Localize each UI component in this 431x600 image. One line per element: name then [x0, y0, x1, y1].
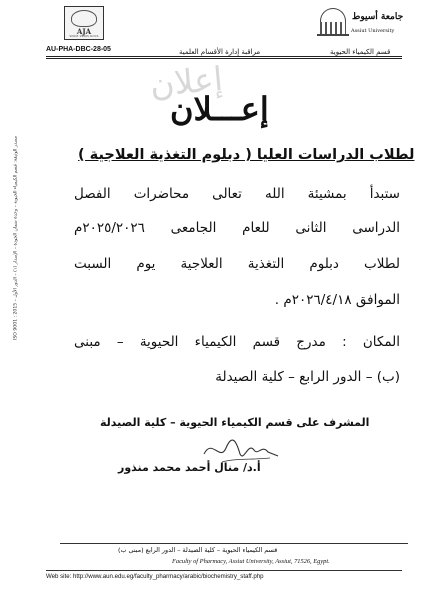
footer-divider	[60, 543, 408, 544]
university-logo-icon	[316, 8, 350, 38]
header-divider	[46, 56, 402, 57]
document-code: AU-PHA-DBC-28-05	[46, 46, 111, 53]
announcement-line: الموافق ٢٠٢٦/٤/١٨م .	[274, 292, 400, 308]
footer-address-en: Faculty of Pharmacy, Assiut University, Assiut, 71526, Egypt.	[172, 558, 330, 565]
qa-unit-label: مراقبة إدارة الأقسام العلمية	[179, 48, 261, 56]
side-document-note	[2, 118, 30, 358]
university-name-en: Assiut University	[351, 28, 395, 34]
aja-emblem-icon	[71, 10, 97, 27]
footer-address-ar: قسم الكيمياء الحيوية – كلية الصيدلة – الدور الرابع (مبنى ب)	[118, 546, 278, 554]
announcement-line: الدراسى الثانى للعام الجامعى ٢٠٢٥/٢٠٢٦م	[74, 220, 400, 236]
announcement-watermark: إعلان	[148, 58, 225, 105]
footer-website-link[interactable]: Web site: http://www.aun.edu.eg/faculty_pharmacy/arabic/biochemistry_staff.php	[46, 573, 264, 580]
announcement-subject: لطلاب الدراسات العليا ( دبلوم التغذية العلاجية )	[78, 147, 415, 163]
aja-logo-text: AJA	[76, 27, 92, 36]
announcement-line: (ب) – الدور الرابع – كلية الصيدلة	[215, 369, 400, 385]
side-note-text: مصدر الوثيقة: قسم الكيمياء الحيوية – وحدة ضمان الجودة – الإصدار (١) – الدور الأول – ISO 9001 : 2015	[13, 136, 19, 340]
aja-logo	[64, 6, 104, 40]
department-label: قسم الكيمياء الحيوية	[330, 48, 391, 56]
announcement-line: المكان : مدرج قسم الكيمياء الحيوية – مبنى	[74, 334, 400, 350]
announcement-title: إعـــلان	[170, 90, 269, 128]
university-name-ar: جامعة أسيوط	[352, 12, 404, 22]
announcement-line: ستبدأ بمشيئة الله تعالى محاضرات الفصل	[74, 186, 400, 202]
announcement-line: لطلاب دبلوم التغذية العلاجية يوم السبت	[74, 256, 400, 272]
aja-logo-subtext: SINCE 1960S DOCS	[69, 34, 99, 38]
header-divider-2	[46, 58, 402, 59]
footer-divider-2	[46, 570, 402, 571]
supervisor-role: المشرف على قسم الكيمياء الحيوية – كلية الصيدلة	[100, 416, 370, 429]
supervisor-name: أ.د/ منال أحمد محمد منذور	[118, 461, 261, 474]
